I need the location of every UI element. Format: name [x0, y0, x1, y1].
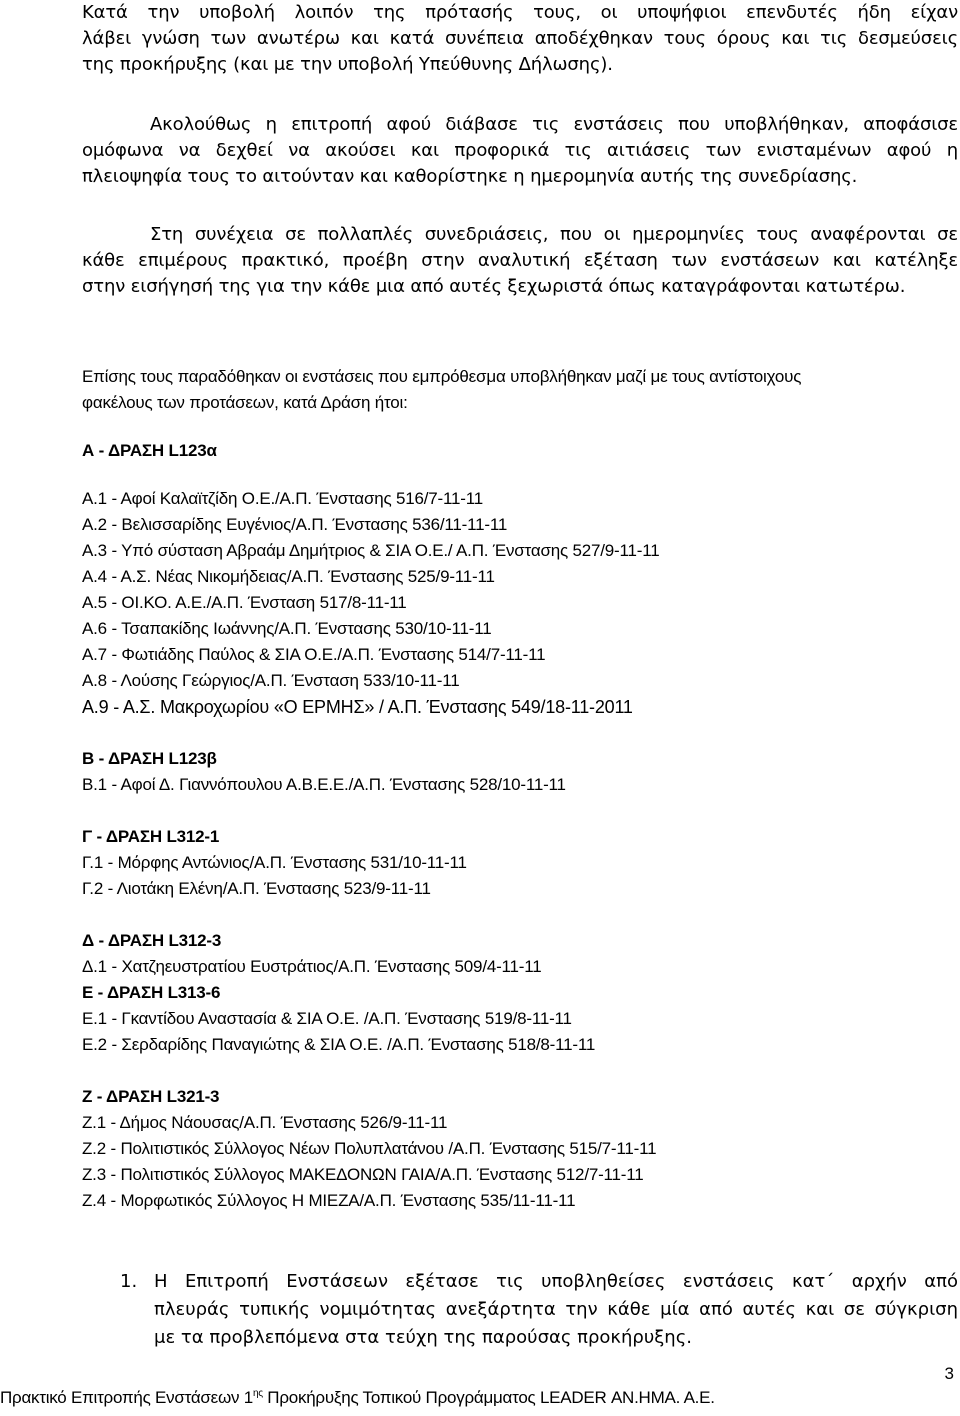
list-item: Α.5 - ΟΙ.ΚΟ. Α.Ε./Α.Π. Ένσταση 517/8-11-11 — [82, 593, 407, 612]
paragraph-line: με τα προβλεπόμενα στα τεύχη της παρούσας προκήρυξης. — [154, 1327, 692, 1348]
list-item: Α.9 - Α.Σ. Μακροχωρίου «Ο ΕΡΜΗΣ» / Α.Π. Ένστασης 549/18-11-2011 — [82, 697, 633, 717]
footer-text-end: Προκήρυξης Τοπικού Προγράμματος LEADER ΑΝ.ΗΜΑ. Α.Ε. — [262, 1388, 715, 1407]
paragraph-1 — [82, 0, 958, 78]
list-item: Ζ.1 - Δήμος Νάουσας/Α.Π. Ένστασης 526/9-11-11 — [82, 1113, 448, 1132]
list-item: Ζ.4 - Μορφωτικός Σύλλογος Η ΜΙΕΖΑ/Α.Π. Ένστασης 535/11-11-11 — [82, 1191, 576, 1210]
paragraph-line: ομόφωνα να δεχθεί να ακούσει και προφορικά τις αιτιάσεις των ενισταμένων αφού η — [82, 140, 958, 161]
paragraph-line: κάθε επιμέρους πρακτικό, προέβη στην αναλυτική εξέταση των ενστάσεων και κατέληξε — [82, 250, 958, 271]
intro-line: φακέλους των προτάσεων, κατά Δράση ήτοι: — [82, 393, 408, 412]
list-item: Γ.2 - Λιοτάκη Ελένη/Α.Π. Ένστασης 523/9-11-11 — [82, 879, 431, 898]
paragraph-line: Ακολούθως η επιτροπή αφού διάβασε τις ενστάσεις που υποβλήθηκαν, αποφάσισε — [150, 114, 958, 135]
list-item: Α.6 - Τσαπακίδης Ιωάννης/Α.Π. Ένστασης 530/10-11-11 — [82, 619, 492, 638]
list-item: Α.7 - Φωτιάδης Παύλος & ΣΙΑ Ο.Ε./Α.Π. Ένστασης 514/7-11-11 — [82, 645, 546, 664]
paragraph-line: Η Επιτροπή Ενστάσεων εξέτασε τις υποβληθείσες ενστάσεις κατ΄ αρχήν από — [154, 1271, 958, 1292]
section-heading: Γ - ΔΡΑΣΗ L312-1 — [82, 827, 220, 846]
page-number: 3 — [944, 1364, 954, 1383]
page-footer — [0, 1388, 715, 1408]
section-heading: Ζ - ΔΡΑΣΗ L321-3 — [82, 1087, 220, 1106]
list-item: Γ.1 - Μόρφης Αντώνιος/Α.Π. Ένστασης 531/10-11-11 — [82, 853, 467, 872]
section-heading: Α - ΔΡΑΣΗ L123α — [82, 441, 217, 460]
paragraph-line: της προκήρυξης (και με την υποβολή Υπεύθυνης Δήλωσης). — [82, 54, 613, 75]
paragraph-3 — [82, 222, 958, 300]
list-item: Ζ.3 - Πολιτιστικός Σύλλογος ΜΑΚΕΔΟΝΩΝ ΓΑΙΑ/Α.Π. Ένστασης 512/7-11-11 — [82, 1165, 644, 1184]
intro-line: Επίσης τους παραδόθηκαν οι ενστάσεις που εμπρόθεσμα υποβλήθηκαν μαζί με τους αντίστοιχους — [82, 367, 802, 386]
list-item: Ε.2 - Σερδαρίδης Παναγιώτης & ΣΙΑ Ο.Ε. /Α.Π. Ένστασης 518/8-11-11 — [82, 1035, 596, 1054]
list-item: Ζ.2 - Πολιτιστικός Σύλλογος Νέων Πολυπλατάνου /Α.Π. Ένστασης 515/7-11-11 — [82, 1139, 657, 1158]
footer-text-start: Πρακτικό Επιτροπής Ενστάσεων 1 — [0, 1388, 253, 1407]
section-heading: Ε - ΔΡΑΣΗ L313-6 — [82, 983, 221, 1002]
paragraph-line: πλειοψηφία τους το αιτούνταν και καθορίστηκε η ημερομηνία αυτής της συνεδρίασης. — [82, 166, 858, 187]
numbered-paragraph-text — [154, 1268, 958, 1352]
list-item: Α.3 - Υπό σύσταση Αβραάμ Δημήτριος & ΣΙΑ Ο.Ε./ Α.Π. Ένστασης 527/9-11-11 — [82, 541, 660, 560]
paragraph-line: Κατά την υποβολή λοιπόν της πρότασής τους, οι υποψήφιοι επενδυτές ήδη είχαν — [82, 2, 958, 23]
paragraph-line: στην εισήγησή της για την κάθε μια από αυτές ξεχωριστά όπως καταγράφονται κατωτέρω. — [82, 276, 906, 297]
paragraph-number: 1. — [120, 1271, 138, 1292]
paragraph-line: πλευράς τυπικής νομιμότητας ανεξάρτητα την κάθε μία από αυτές και σε σύγκριση — [154, 1299, 958, 1320]
list-item: Α.4 - Α.Σ. Νέας Νικομήδειας/Α.Π. Ένστασης 525/9-11-11 — [82, 567, 495, 586]
paragraph-line: λάβει γνώση των ανωτέρω και κατά συνέπεια αποδέχθηκαν τους όρους και τις δεσμεύσεις — [82, 28, 958, 49]
paragraph-line: Στη συνέχεια σε πολλαπλές συνεδριάσεις, που οι ημερομηνίες τους αναφέρονται σε — [150, 224, 958, 245]
footer-superscript: ης — [252, 1388, 263, 1399]
list-item: Α.1 - Αφοί Καλαϊτζίδη Ο.Ε./Α.Π. Ένστασης 516/7-11-11 — [82, 489, 483, 508]
section-heading: Δ - ΔΡΑΣΗ L312-3 — [82, 931, 222, 950]
list-item: Α.8 - Λούσης Γεώργιος/Α.Π. Ένσταση 533/10-11-11 — [82, 671, 460, 690]
list-item: Ε.1 - Γκαντίδου Αναστασία & ΣΙΑ Ο.Ε. /Α.Π. Ένστασης 519/8-11-11 — [82, 1009, 572, 1028]
section-heading: Β - ΔΡΑΣΗ L123β — [82, 749, 217, 768]
list-item: Α.2 - Βελισσαρίδης Ευγένιος/Α.Π. Ένστασης 536/11-11-11 — [82, 515, 508, 534]
paragraph-2 — [82, 112, 958, 190]
list-item: Β.1 - Αφοί Δ. Γιαννόπουλου Α.Β.Ε.Ε./Α.Π. Ένστασης 528/10-11-11 — [82, 775, 566, 794]
list-item: Δ.1 - Χατζηευστρατίου Ευστράτιος/Α.Π. Ένστασης 509/4-11-11 — [82, 957, 542, 976]
